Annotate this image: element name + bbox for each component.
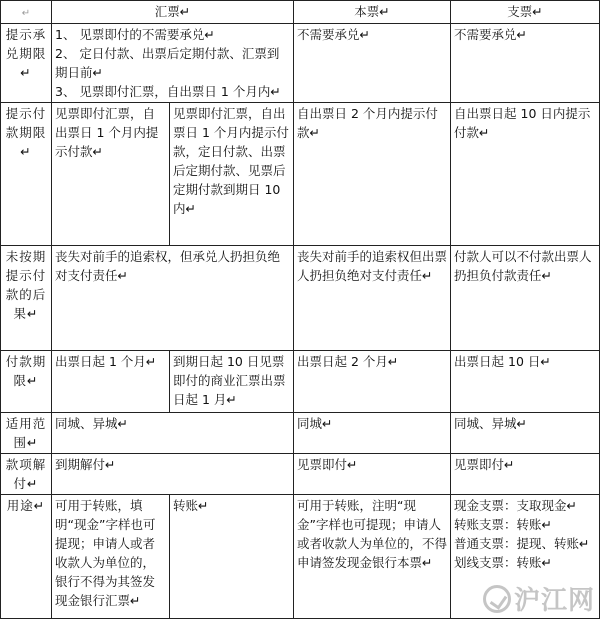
row-label-payment-term: 提示付款期限↵ (1, 103, 52, 246)
huipiao-scope: 同城、异城↵ (52, 413, 294, 454)
row-payment-term (1, 103, 600, 246)
benpiao-pay-period: 出票日起 2 个月↵ (294, 351, 451, 413)
huipiao-consequence: 丧失对前手的追索权，但承兑人扔担负绝对支付责任↵ (52, 246, 294, 351)
huipiao-presentation-line-2: 2、 定日付款、出票后定期付款、汇票到期日前↵ (55, 46, 280, 80)
zhipiao-usage-line-1: 现金支票：支取现金↵ (454, 498, 577, 513)
huipiao-usage-b: 转账↵ (170, 495, 294, 619)
row-label-pay-period: 付款期限↵ (1, 351, 52, 413)
huipiao-presentation-line-3: 3、 见票即付汇票，自出票日 1 个月内↵ (55, 84, 281, 99)
huipiao-pay-period-a: 出票日起 1 个月↵ (52, 351, 170, 413)
row-usage (1, 495, 600, 619)
benpiao-presentation: 不需要承兑↵ (294, 24, 451, 103)
huipiao-presentation-line-1: 1、 见票即付的不需要承兑↵ (55, 27, 215, 42)
huipiao-usage-a: 可用于转账，填明“现金”字样也可提现；申请人或者收款人为单位的，银行不得为其签发现金银行汇票↵ (52, 495, 170, 619)
header-corner: ↵ (1, 1, 52, 24)
header-benpiao: 本票↵ (294, 1, 451, 24)
zhipiao-usage-line-3: 普通支票：提现、转账↵ (454, 536, 590, 551)
huipiao-payment-term-a: 见票即付汇票，自出票日 1 个月内提示付款↵ (52, 103, 170, 246)
zhipiao-usage-line-4: 划线支票：转账↵ (454, 555, 552, 570)
benpiao-usage: 可用于转账，注明“现金”字样也可提现；申请人或者收款人为单位的，不得申请签发现金银行本票↵ (294, 495, 451, 619)
huipiao-payment-term-b: 见票即付汇票，自出票日 1 个月内提示付款，定日付款、出票后定期付款、见票后定期付款到期日 10 内↵ (170, 103, 294, 246)
zhipiao-usage-line-2: 转账支票：转账↵ (454, 517, 552, 532)
row-consequence (1, 246, 600, 351)
zhipiao-settlement: 见票即付↵ (451, 454, 600, 495)
zhipiao-consequence: 付款人可以不付款出票人扔担负付款责任↵ (451, 246, 600, 351)
zhipiao-usage (451, 495, 600, 619)
row-label-scope: 适用范围↵ (1, 413, 52, 454)
row-label-settlement: 款项解付↵ (1, 454, 52, 495)
zhipiao-payment-term: 自出票日起 10 日内提示付款↵ (451, 103, 600, 246)
benpiao-payment-term: 自出票日 2 个月内提示付款↵ (294, 103, 451, 246)
watermark-text: 沪江网 (513, 586, 595, 616)
zhipiao-pay-period: 出票日起 10 日↵ (451, 351, 600, 413)
row-settlement (1, 454, 600, 495)
benpiao-settlement: 见票即付↵ (294, 454, 451, 495)
row-label-usage: 用途↵ (1, 495, 52, 619)
header-zhipiao: 支票↵ (451, 1, 600, 24)
header-huipiao: 汇票↵ (52, 1, 294, 24)
zhipiao-presentation: 不需要承兑↵ (451, 24, 600, 103)
huipiao-presentation (52, 24, 294, 103)
benpiao-consequence: 丧失对前手的追索权但出票人扔担负绝对支付责任↵ (294, 246, 451, 351)
row-pay-period (1, 351, 600, 413)
row-scope (1, 413, 600, 454)
row-label-presentation: 提示承兑期限↵ (1, 24, 52, 103)
row-label-consequence: 未按期提示付款的后果↵ (1, 246, 52, 351)
zhipiao-scope: 同城、异城↵ (451, 413, 600, 454)
benpiao-scope: 同城↵ (294, 413, 451, 454)
row-presentation (1, 24, 600, 103)
huipiao-pay-period-b: 到期日起 10 日见票即付的商业汇票出票日起 1 月↵ (170, 351, 294, 413)
huipiao-settlement: 到期解付↵ (52, 454, 294, 495)
header-row (1, 1, 600, 24)
